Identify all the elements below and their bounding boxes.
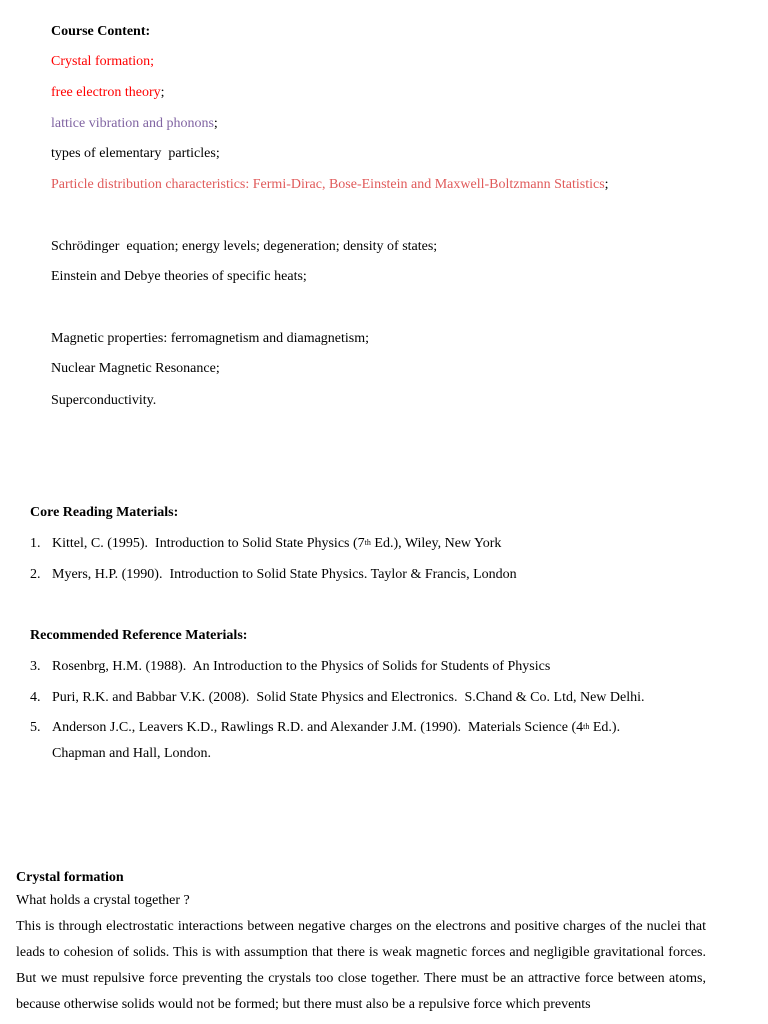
topic-lattice-vibration xyxy=(51,115,218,133)
list-number: 3. xyxy=(30,659,41,674)
reference-myers: Myers, H.P. (1990). Introduction to Solid State Physics. Taylor & Francis, London xyxy=(52,567,517,582)
reference-anderson-line2: Chapman and Hall, London. xyxy=(52,746,212,761)
list-number: 2. xyxy=(30,567,41,582)
topic-superconductivity: Superconductivity. xyxy=(51,393,157,408)
reference-anderson xyxy=(52,719,620,737)
reference-text: Kittel, C. (1995). Introduction to Solid State Physics (7 xyxy=(52,536,365,551)
topic-free-electron-theory-text: free electron theory xyxy=(51,85,161,100)
topic-schrodinger: Schrödinger equation; energy levels; degeneration; density of states; xyxy=(51,239,438,254)
topic-nmr: Nuclear Magnetic Resonance; xyxy=(51,361,220,376)
topic-crystal-formation: Crystal formation; xyxy=(51,54,155,69)
section-question: What holds a crystal together ? xyxy=(16,893,190,908)
superscript: th xyxy=(583,722,590,731)
list-number: 5. xyxy=(30,720,41,735)
list-number: 4. xyxy=(30,690,41,705)
core-reading-heading: Core Reading Materials: xyxy=(30,505,179,520)
superscript: th xyxy=(364,538,371,547)
topic-separator: ; xyxy=(160,85,165,100)
topic-separator: ; xyxy=(604,177,609,192)
list-number: 1. xyxy=(30,536,41,551)
topic-elementary-particles: types of elementary particles; xyxy=(51,146,220,161)
reference-text: Anderson J.C., Leavers K.D., Rawlings R.D. and Alexander J.M. (1990). Materials Science (4 xyxy=(52,720,584,735)
topic-particle-distribution-text: Particle distribution characteristics: Fermi-Dirac, Bose-Einstein and Maxwell-Boltzmann Statistics xyxy=(51,177,605,192)
topic-separator: ; xyxy=(213,116,218,131)
section-paragraph: This is through electrostatic interactions between negative charges on the electrons and positive charges of the nuclei that leads to cohesion of solids. This is with assumption that there is weak magnetic forces and negligible gravitational forces. But we must repulsive force preventing the crystals too close together. There must be an attractive force between atoms, because otherwise solids would not be formed; but there must also be a repulsive force which prevents xyxy=(16,919,706,1012)
reference-text: Ed.), Wiley, New York xyxy=(370,536,502,551)
section-heading: Crystal formation xyxy=(16,870,124,885)
topic-specific-heats: Einstein and Debye theories of specific heats; xyxy=(51,269,307,284)
topic-magnetic-properties: Magnetic properties: ferromagnetism and diamagnetism; xyxy=(51,331,370,346)
topic-particle-distribution xyxy=(51,176,609,194)
course-content-heading: Course Content: xyxy=(51,24,151,39)
topic-free-electron-theory xyxy=(51,84,165,102)
reference-rosenbrg: Rosenbrg, H.M. (1988). An Introduction to the Physics of Solids for Students of Physics xyxy=(52,659,551,674)
reference-kittel xyxy=(52,535,501,553)
recommended-heading: Recommended Reference Materials: xyxy=(30,628,248,643)
reference-text: Ed.). xyxy=(589,720,621,735)
topic-lattice-vibration-text: lattice vibration and phonons xyxy=(51,116,214,131)
reference-puri: Puri, R.K. and Babbar V.K. (2008). Solid State Physics and Electronics. S.Chand & Co. Ltd, New Delhi. xyxy=(52,690,645,705)
